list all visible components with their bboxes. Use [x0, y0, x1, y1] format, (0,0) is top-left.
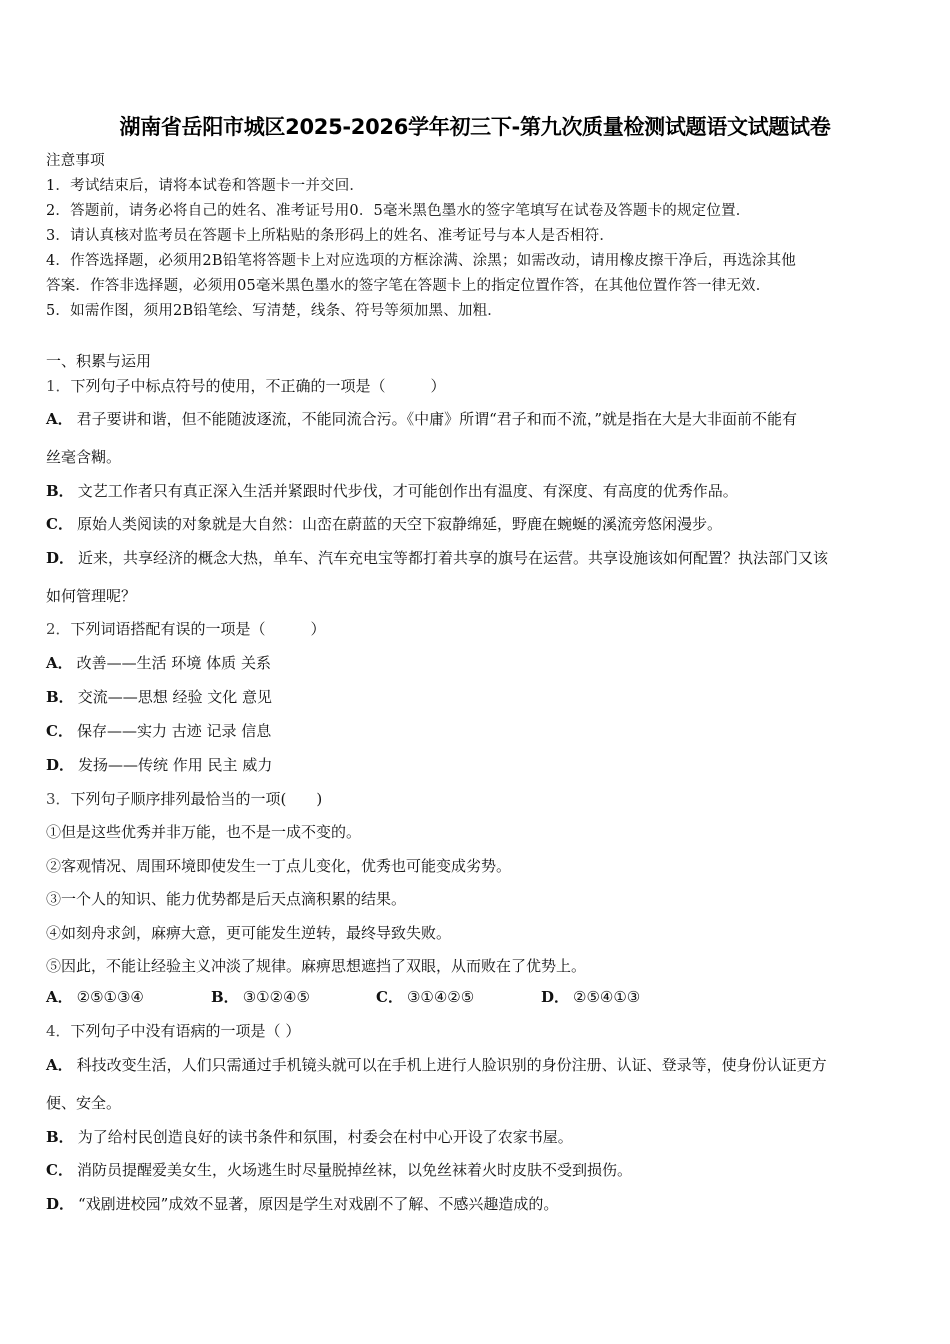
option-label: C．: [46, 515, 73, 533]
option-label: A．: [46, 1056, 73, 1074]
question-3-sentence: ②客观情况、周围环境即使发生一丁点儿变化，优秀也可能变成劣势。: [46, 857, 512, 875]
question-4-option-c: [46, 1160, 632, 1180]
question-3-option-b: [211, 987, 310, 1007]
option-text: 为了给村民创造良好的读书条件和氛围，村委会在村中心开设了农家书屋。: [77, 1128, 573, 1146]
notice-item: 答案．作答非选择题，必须用05毫米黑色墨水的签字笔在答题卡上的指定位置作答，在其他位置作答一律无效．: [46, 278, 771, 294]
question-3-sentence: ③一个人的知识、能力优势都是后天点滴积累的结果。: [46, 890, 407, 908]
section-heading: 一、积累与运用: [46, 352, 152, 370]
option-label: A．: [46, 654, 73, 672]
notice-item: 1．考试结束后，请将本试卷和答题卡一并交回．: [46, 178, 365, 194]
question-4-option-a-cont: 便、安全。: [46, 1094, 122, 1112]
question-3-sentence: ④如刻舟求剑，麻痹大意，更可能发生逆转，最终导致失败。: [46, 924, 452, 942]
option-text: 近来，共享经济的概念大热，单车、汽车充电宝等都打着共享的旗号在运营。共享设施该如何配置？执法部门又该: [78, 549, 829, 567]
notice-item: 5．如需作图，须用2B铅笔绘、写清楚，线条、符号等须加黑、加粗．: [46, 303, 503, 319]
question-text: 下列句子中标点符号的使用，不正确的一项是（ ）: [70, 377, 446, 395]
option-label: D．: [46, 1195, 75, 1213]
option-label: B．: [46, 688, 74, 706]
option-text: ②⑤①③④: [76, 988, 144, 1006]
option-text: 交流——思想 经验 文化 意见: [77, 688, 272, 706]
question-2-stem: [46, 619, 326, 639]
option-text: 发扬——传统 作用 民主 威力: [78, 756, 273, 774]
question-text: 下列句子顺序排列最恰当的一项( ): [70, 790, 323, 808]
option-label: D．: [541, 988, 570, 1006]
question-text: 下列句子中没有语病的一项是（ ）: [70, 1022, 301, 1040]
option-text: ③①②④⑤: [242, 988, 310, 1006]
notice-item: 3．请认真核对监考员在答题卡上所粘贴的条形码上的姓名、准考证号与本人是否相符．: [46, 228, 615, 244]
question-1-stem: [46, 376, 446, 396]
notice-item: 4．作答选择题，必须用2B铅笔将答题卡上对应选项的方框涂满、涂黑；如需改动，请用橡皮擦干净后，再选涂其他: [46, 253, 797, 269]
option-label: C．: [376, 988, 403, 1006]
option-text: ②⑤④①③: [573, 988, 641, 1006]
option-text: 原始人类阅读的对象就是大自然：山峦在蔚蓝的天空下寂静绵延，野鹿在蜿蜒的溪流旁悠闲漫步。: [76, 515, 722, 533]
option-label: A．: [46, 988, 73, 1006]
option-label: A．: [46, 410, 73, 428]
question-4-option-d: [46, 1194, 558, 1214]
question-3-option-d: [541, 987, 640, 1007]
question-3-stem: [46, 789, 322, 809]
question-3-sentence: ⑤因此，不能让经验主义冲淡了规律。麻痹思想遮挡了双眼，从而败在了优势上。: [46, 957, 587, 975]
question-1-option-d: [46, 548, 828, 568]
question-3-sentence: ①但是这些优秀并非万能，也不是一成不变的。: [46, 823, 362, 841]
question-number: 3．: [46, 790, 71, 808]
question-number: 4．: [46, 1022, 71, 1040]
exam-title: 湖南省岳阳市城区2025-2026学年初三下-第九次质量检测试题语文试题试卷: [119, 115, 831, 139]
option-label: B．: [211, 988, 239, 1006]
option-text: ③①④②⑤: [406, 988, 475, 1006]
option-label: C．: [46, 1161, 73, 1179]
question-2-option-d: [46, 755, 272, 775]
option-label: C．: [46, 722, 73, 740]
question-2-option-a: [46, 653, 271, 673]
option-text: 科技改变生活，人们只需通过手机镜头就可以在手机上进行人脸识别的身份注册、认证、登录等，使身份认证更方: [76, 1056, 827, 1074]
option-text: 改善——生活 环境 体质 关系: [76, 654, 271, 672]
question-1-option-a: [46, 409, 797, 429]
question-3-option-c: [376, 987, 474, 1007]
question-1-option-c: [46, 514, 722, 534]
question-4-option-a: [46, 1055, 827, 1075]
notice-item: 2．答题前，请务必将自己的姓名、准考证号用0．5毫米黑色墨水的签字笔填写在试卷及答题卡的规定位置．: [46, 203, 751, 219]
option-text: 消防员提醒爱美女生，火场逃生时尽量脱掉丝袜，以免丝袜着火时皮肤不受到损伤。: [76, 1161, 632, 1179]
question-4-option-b: [46, 1127, 573, 1147]
option-label: D．: [46, 549, 75, 567]
question-2-option-b: [46, 687, 272, 707]
option-text: 君子要讲和谐，但不能随波逐流，不能同流合污。《中庸》所谓“君子和而不流，”就是指在大是大非面前不能有: [76, 410, 797, 428]
option-text: “戏剧进校园”成效不显著，原因是学生对戏剧不了解、不感兴趣造成的。: [78, 1195, 559, 1213]
question-1-option-a-cont: 丝毫含糊。: [46, 448, 122, 466]
question-number: 1．: [46, 377, 71, 395]
notice-heading: 注意事项: [46, 153, 105, 169]
option-label: D．: [46, 756, 75, 774]
question-2-option-c: [46, 721, 271, 741]
question-number: 2．: [46, 620, 71, 638]
option-text: 文艺工作者只有真正深入生活并紧跟时代步伐，才可能创作出有温度、有深度、有高度的优秀作品。: [77, 482, 738, 500]
option-text: 保存——实力 古迹 记录 信息: [76, 722, 272, 740]
option-label: B．: [46, 482, 74, 500]
question-4-stem: [46, 1021, 300, 1041]
question-3-option-a: [46, 987, 144, 1007]
option-label: B．: [46, 1128, 74, 1146]
question-text: 下列词语搭配有误的一项是（ ）: [70, 620, 326, 638]
question-1-option-b: [46, 481, 738, 501]
question-1-option-d-cont: 如何管理呢？: [46, 587, 137, 605]
